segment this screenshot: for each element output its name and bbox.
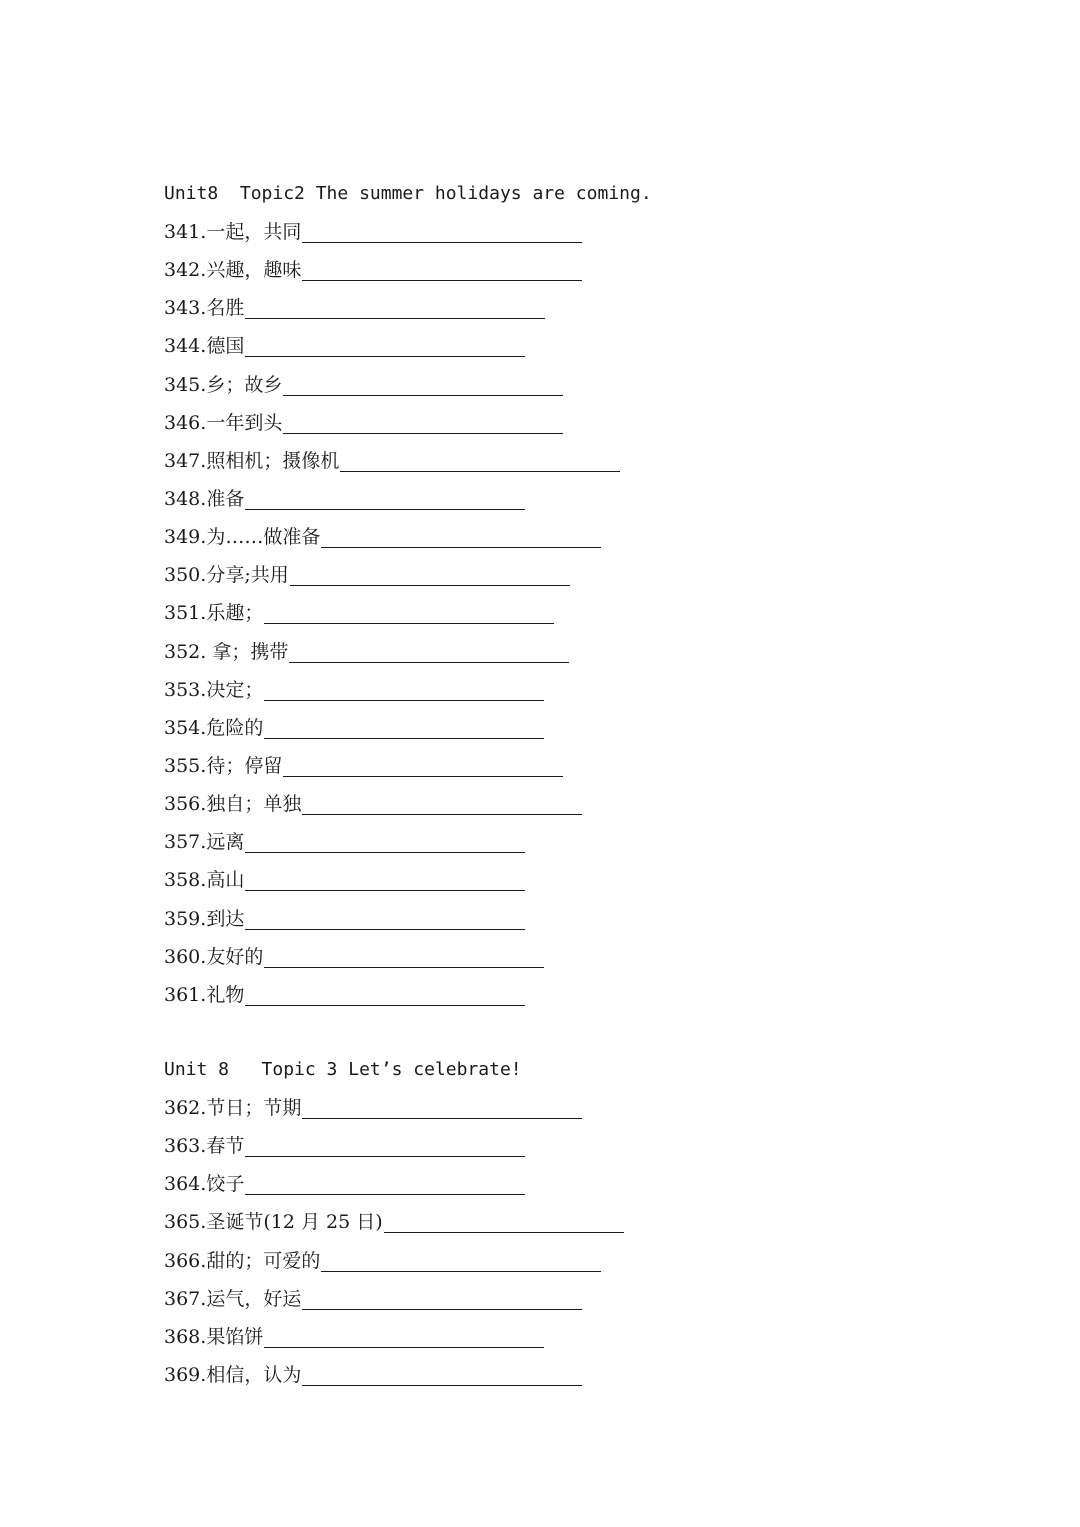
answer-blank[interactable]	[340, 449, 620, 472]
item-prompt: 相信，认为	[206, 1363, 302, 1386]
section-title-unit8-topic2: Unit8 Topic2 The summer holidays are coming.	[164, 183, 652, 204]
answer-blank[interactable]	[245, 830, 525, 853]
item-number: 357.	[164, 831, 207, 854]
item-prompt: 节日；节期	[206, 1097, 302, 1119]
item-number: 362.	[164, 1097, 207, 1119]
vocab-item	[164, 563, 620, 601]
answer-blank[interactable]	[245, 868, 525, 891]
item-prompt: 乐趣；	[206, 602, 264, 625]
item-prompt: 德国	[206, 335, 245, 358]
answer-blank[interactable]	[302, 792, 582, 815]
item-prompt: 危险的	[206, 716, 264, 739]
item-number: 365.	[164, 1211, 207, 1234]
answer-blank[interactable]	[264, 678, 544, 701]
item-number: 344.	[164, 335, 207, 358]
item-number: 369.	[164, 1363, 207, 1386]
answer-blank[interactable]	[245, 1172, 525, 1195]
vocab-item	[164, 411, 620, 449]
vocab-item	[164, 678, 620, 716]
vocab-item	[164, 1325, 624, 1363]
item-number: 354.	[164, 716, 207, 739]
answer-blank[interactable]	[245, 907, 525, 930]
item-prompt: 准备	[206, 487, 245, 510]
item-number: 353.	[164, 678, 207, 701]
vocab-item	[164, 868, 620, 906]
item-prompt: 决定；	[206, 678, 264, 701]
answer-blank[interactable]	[321, 525, 601, 548]
item-number: 351.	[164, 602, 207, 625]
item-prompt: 照相机；摄像机	[206, 449, 340, 472]
item-number: 348.	[164, 487, 207, 510]
item-prompt: 饺子	[206, 1173, 245, 1196]
item-number: 341.	[164, 221, 207, 243]
answer-blank[interactable]	[302, 1363, 582, 1386]
item-number: 359.	[164, 907, 207, 930]
vocab-item	[164, 334, 620, 372]
vocab-item	[164, 1210, 624, 1248]
vocab-item	[164, 830, 620, 868]
vocab-item	[164, 449, 620, 487]
item-number: 361.	[164, 983, 207, 1006]
answer-blank[interactable]	[245, 334, 525, 357]
answer-blank[interactable]	[289, 640, 569, 663]
item-prompt: 春节	[206, 1135, 245, 1158]
vocab-item	[164, 296, 620, 334]
answer-blank[interactable]	[245, 1134, 525, 1157]
vocabulary-list-topic3	[164, 1096, 624, 1401]
answer-blank[interactable]	[283, 411, 563, 434]
item-prompt: 果馅饼	[206, 1325, 264, 1348]
answer-blank[interactable]	[302, 258, 582, 281]
vocab-item	[164, 640, 620, 678]
item-prompt: 到达	[206, 907, 245, 930]
item-number: 342.	[164, 259, 207, 282]
vocab-item	[164, 754, 620, 792]
vocab-item	[164, 1249, 624, 1287]
item-prompt: 运气，好运	[206, 1287, 302, 1310]
item-number: 349.	[164, 526, 207, 549]
vocab-item	[164, 601, 620, 639]
vocab-item	[164, 792, 620, 830]
vocab-item	[164, 983, 620, 1021]
item-prompt: 乡；故乡	[206, 373, 283, 396]
vocab-item	[164, 1172, 624, 1210]
item-number: 366.	[164, 1249, 207, 1272]
vocab-item	[164, 1096, 624, 1134]
item-prompt: 一年到头	[206, 411, 283, 434]
item-number: 368.	[164, 1325, 207, 1348]
item-prompt: 分享;共用	[206, 564, 289, 587]
item-number: 356.	[164, 793, 207, 816]
vocab-item	[164, 1363, 624, 1401]
answer-blank[interactable]	[302, 1287, 582, 1310]
item-number: 350.	[164, 564, 207, 587]
answer-blank[interactable]	[283, 373, 563, 396]
item-prompt: 甜的；可爱的	[206, 1249, 321, 1272]
item-prompt: 友好的	[206, 945, 264, 968]
answer-blank[interactable]	[245, 296, 545, 319]
item-number: 367.	[164, 1287, 207, 1310]
item-number: 352.	[164, 640, 207, 663]
vocab-item	[164, 220, 620, 258]
answer-blank[interactable]	[283, 754, 563, 777]
item-number: 363.	[164, 1135, 207, 1158]
item-prompt: 圣诞节(12 月 25 日)	[206, 1211, 383, 1234]
item-prompt: 兴趣，趣味	[206, 259, 302, 282]
answer-blank[interactable]	[290, 563, 570, 586]
item-number: 364.	[164, 1173, 207, 1196]
answer-blank[interactable]	[384, 1210, 624, 1233]
item-prompt: 待；停留	[206, 754, 283, 777]
answer-blank[interactable]	[245, 487, 525, 510]
item-number: 346.	[164, 411, 207, 434]
item-prompt: 拿；携带	[206, 640, 289, 663]
vocab-item	[164, 1134, 624, 1172]
item-number: 360.	[164, 945, 207, 968]
vocab-item	[164, 716, 620, 754]
answer-blank[interactable]	[302, 1096, 582, 1119]
item-number: 355.	[164, 754, 207, 777]
item-number: 358.	[164, 869, 207, 892]
item-prompt: 高山	[206, 869, 245, 892]
item-number: 345.	[164, 373, 207, 396]
item-number: 343.	[164, 297, 207, 320]
answer-blank[interactable]	[264, 716, 544, 739]
vocab-item	[164, 487, 620, 525]
vocab-item	[164, 907, 620, 945]
vocabulary-list-topic2	[164, 220, 620, 1021]
item-prompt: 名胜	[206, 297, 245, 320]
answer-blank[interactable]	[245, 983, 525, 1006]
item-prompt: 礼物	[206, 983, 245, 1006]
item-number: 347.	[164, 449, 207, 472]
vocab-item	[164, 945, 620, 983]
vocab-item	[164, 258, 620, 296]
item-prompt: 一起，共同	[206, 221, 302, 243]
item-prompt: 为……做准备	[206, 526, 321, 549]
answer-blank[interactable]	[264, 601, 554, 624]
answer-blank[interactable]	[264, 945, 544, 968]
vocab-item	[164, 525, 620, 563]
item-prompt: 独自；单独	[206, 793, 302, 816]
vocab-item	[164, 373, 620, 411]
section-title-unit8-topic3: Unit 8 Topic 3 Let’s celebrate!	[164, 1059, 522, 1080]
answer-blank[interactable]	[264, 1325, 544, 1348]
answer-blank[interactable]	[302, 220, 582, 243]
vocab-item	[164, 1287, 624, 1325]
item-prompt: 远离	[206, 831, 245, 854]
answer-blank[interactable]	[321, 1249, 601, 1272]
